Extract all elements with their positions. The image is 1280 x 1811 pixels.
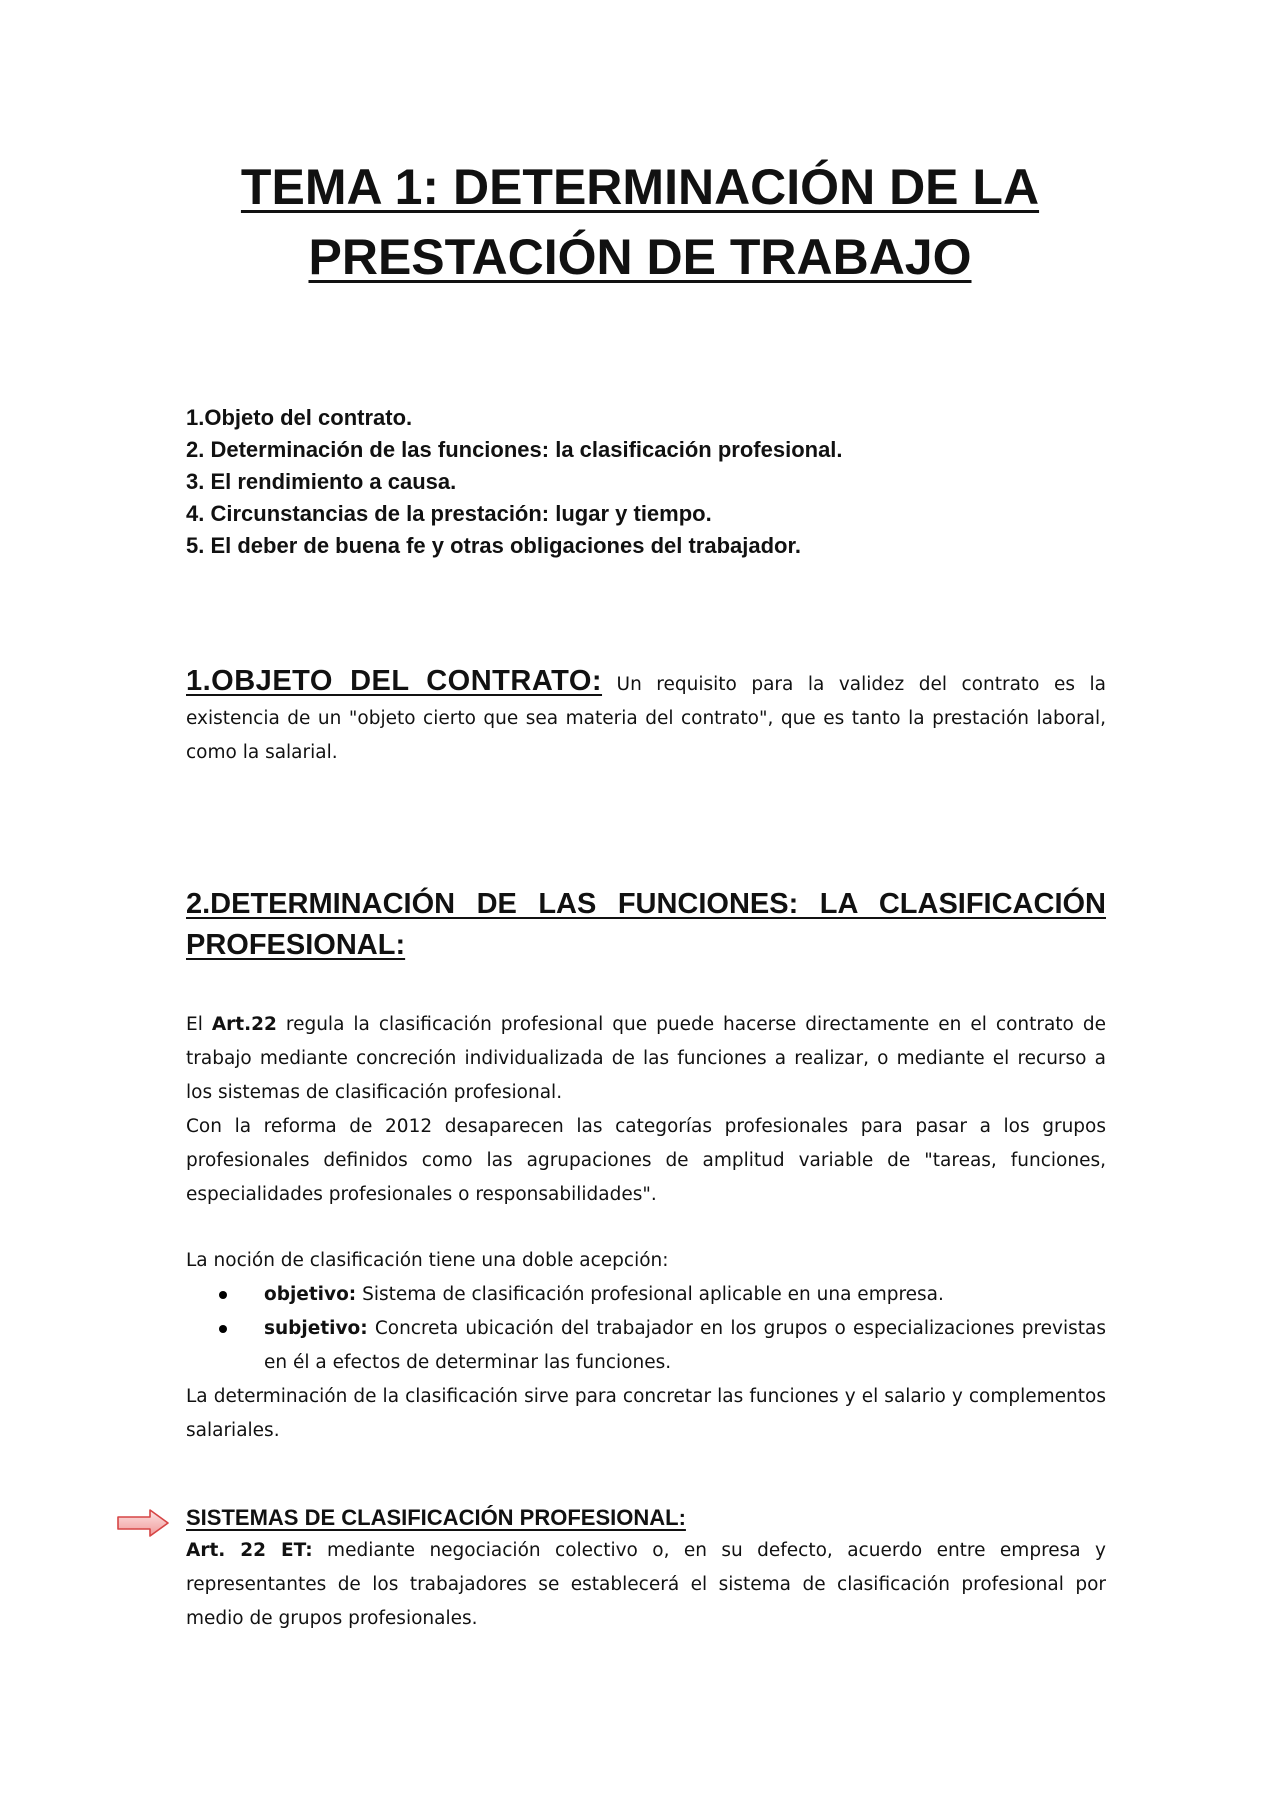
list-item	[264, 1278, 1106, 1312]
list-item-text: Sistema de clasificación profesional aplicable en una empresa.	[356, 1284, 944, 1305]
section1-paragraph	[186, 664, 1106, 770]
section2-paragraph-4: La determinación de la clasificación sirve para concretar las funciones y el salario y complementos salariales.	[186, 1386, 1106, 1441]
title-line-1: TEMA 1: DETERMINACIÓN DE LA	[240, 159, 1040, 215]
article-reference: Art.22	[211, 1014, 277, 1035]
section2-heading: 2.DETERMINACIÓN DE LAS FUNCIONES: LA CLASIFICACIÓN PROFESIONAL:	[186, 888, 1106, 961]
section2-paragraph-2: Con la reforma de 2012 desaparecen las categorías profesionales para pasar a los grupos profesionales definidos como las agrupaciones de amplitud variable de "tareas, funciones, especialidades profesionales o responsabilidades".	[186, 1116, 1106, 1205]
table-of-contents	[186, 402, 1146, 562]
section1-text: Un requisito para la validez del contrato es la existencia de un "objeto cierto que sea materia del contrato", que es tanto la prestación laboral, como la salarial.	[186, 674, 1106, 763]
toc-item: 5. El deber de buena fe y otras obligaciones del trabajador.	[186, 533, 801, 558]
right-arrow-icon	[116, 1508, 170, 1538]
title-line-2: PRESTACIÓN DE TRABAJO	[308, 229, 972, 285]
section3-heading: SISTEMAS DE CLASIFICACIÓN PROFESIONAL:	[186, 1505, 686, 1530]
section2-p1-text: regula la clasificación profesional que puede hacerse directamente en el contrato de trabajo mediante concreción individualizada de las funciones a realizar, o mediante el recurso a los sistemas de clasificación profesional.	[186, 1014, 1106, 1103]
section3-text: mediante negociación colectivo o, en su defecto, acuerdo entre empresa y representantes de los trabajadores se establecerá el sistema de clasificación profesional por medio de grupos profesionales.	[186, 1540, 1106, 1629]
section2-paragraph-1	[186, 1008, 1106, 1110]
bullet-icon	[219, 1325, 227, 1333]
acepcion-list	[186, 1278, 1106, 1380]
bullet-icon	[219, 1291, 227, 1299]
toc-item: 3. El rendimiento a causa.	[186, 469, 457, 494]
list-item	[264, 1312, 1106, 1380]
section2-paragraph-3: La noción de clasificación tiene una doble acepción:	[186, 1250, 669, 1271]
section-objeto-contrato	[186, 664, 1106, 770]
list-item-term: subjetivo:	[264, 1318, 368, 1339]
toc-item: 2. Determinación de las funciones: la clasificación profesional.	[186, 437, 843, 462]
section3-paragraph	[186, 1534, 1106, 1636]
section-clasificacion-profesional	[186, 884, 1106, 1448]
toc-item: 1.Objeto del contrato.	[186, 405, 413, 430]
section1-heading: 1.OBJETO DEL CONTRATO:	[186, 665, 603, 697]
article-reference: Art. 22 ET:	[186, 1540, 313, 1561]
list-item-text: Concreta ubicación del trabajador en los grupos o especializaciones previstas en él a efectos de determinar las funciones.	[264, 1318, 1106, 1373]
toc-item: 4. Circunstancias de la prestación: lugar y tiempo.	[186, 501, 712, 526]
list-item-term: objetivo:	[264, 1284, 357, 1305]
section2-p1-prefix: El	[186, 1014, 212, 1035]
document-title	[160, 152, 1120, 292]
section-sistemas-clasificacion	[186, 1502, 1106, 1636]
